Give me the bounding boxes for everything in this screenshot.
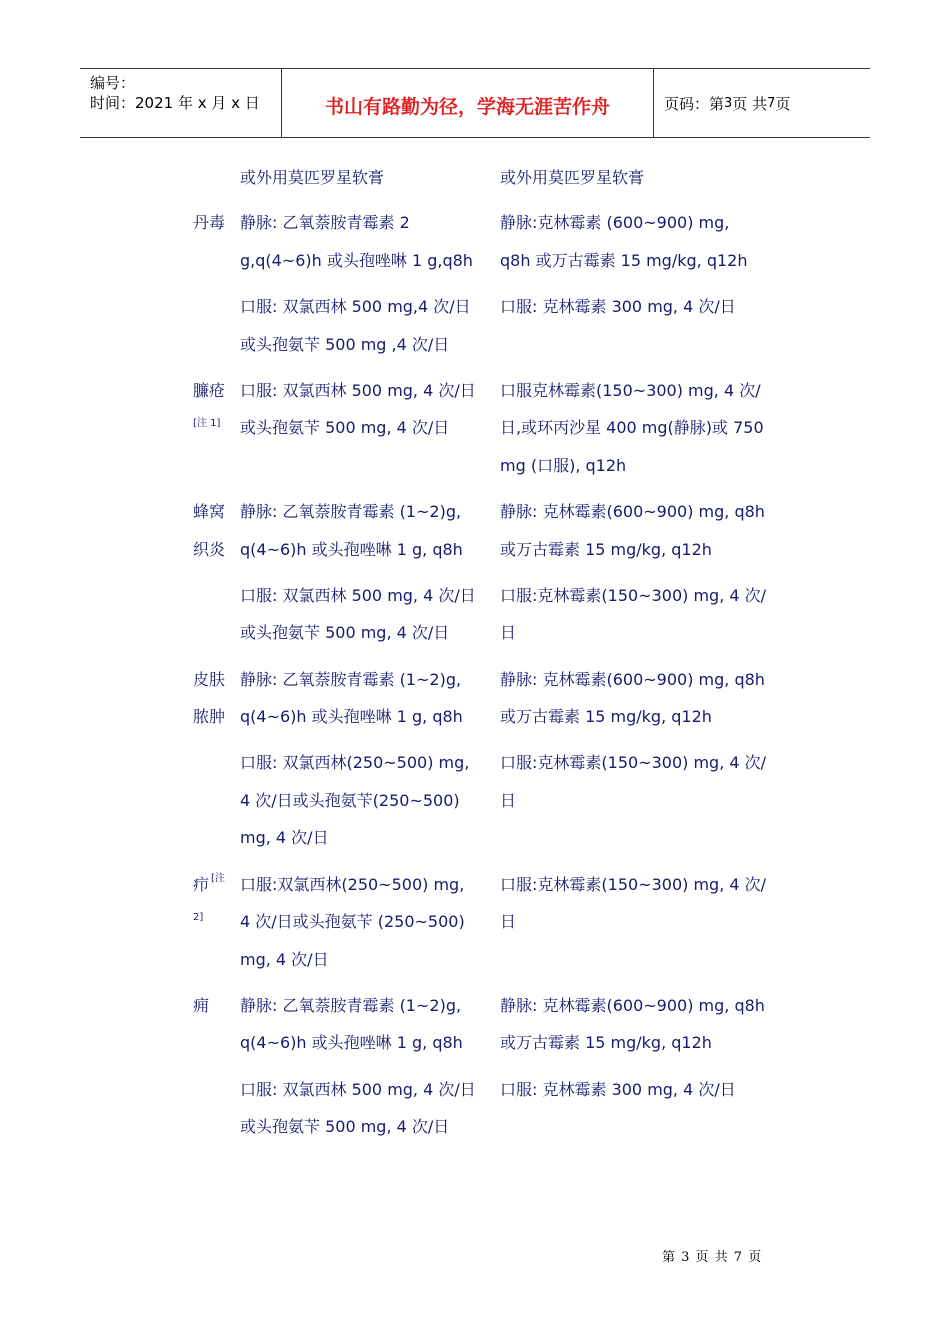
cell-col2: 或万古霉素 15 mg/kg, q12h	[500, 707, 712, 726]
row-label: 蜂窝	[193, 502, 226, 521]
footnote-ref: [注 1]	[193, 418, 221, 429]
cell-col1: 或头孢氨苄 500 mg ,4 次/日	[240, 335, 450, 354]
cell-col1: 口服: 双氯西林 500 mg, 4 次/日	[240, 586, 476, 605]
cell-col2: 日	[500, 623, 517, 642]
cell-col2: 静脉: 克林霉素(600~900) mg, q8h	[500, 502, 765, 521]
cell-col2: 口服:克林霉素(150~300) mg, 4 次/	[500, 586, 767, 605]
cell-col1: 口服: 双氯西林 500 mg, 4 次/日	[240, 1080, 476, 1099]
row-label: 臁疮	[193, 381, 226, 400]
cell-col2: 静脉: 克林霉素(600~900) mg, q8h	[500, 670, 765, 689]
motto: 书山有路勤为径，学海无涯苦作舟	[282, 69, 654, 137]
footnote-ref: 2]	[193, 912, 204, 923]
cell-col1: mg, 4 次/日	[240, 950, 329, 969]
cell-col1: 口服:双氯西林(250~500) mg,	[240, 875, 465, 894]
cell-col1: 或头孢氨苄 500 mg, 4 次/日	[240, 623, 450, 642]
page-footer: 第 3 页 共 7 页	[662, 1250, 763, 1265]
cell-col1: 或头孢氨苄 500 mg, 4 次/日	[240, 1117, 450, 1136]
time-label: 时间：2021 年 x 月 x 日	[90, 94, 260, 112]
cell-col1: 静脉: 乙氧萘胺青霉素 (1~2)g,	[240, 670, 462, 689]
row-label: 皮肤	[193, 670, 226, 689]
cell-col2: 静脉:克林霉素 (600~900) mg,	[500, 213, 730, 232]
cell-col1: g,q(4~6)h 或头孢唑啉 1 g,q8h	[240, 251, 473, 270]
footnote-ref: [注	[211, 873, 225, 884]
cell-col2: 日	[500, 791, 517, 810]
cell-col1: 4 次/日或头孢氨苄 (250~500)	[240, 912, 465, 931]
cell-col2: 日,或环丙沙星 400 mg(静脉)或 750	[500, 418, 764, 437]
cell-col1: 4 次/日或头孢氨苄(250~500)	[240, 791, 460, 810]
row-label: 疖	[193, 875, 210, 894]
header-page-info	[654, 69, 870, 137]
cell-col2: 口服:克林霉素(150~300) mg, 4 次/	[500, 753, 767, 772]
page-header	[80, 68, 870, 138]
cell-col2: 口服克林霉素(150~300) mg, 4 次/	[500, 381, 761, 400]
cell-col1: 静脉: 乙氧萘胺青霉素 (1~2)g,	[240, 996, 462, 1015]
cell-col2: 静脉: 克林霉素(600~900) mg, q8h	[500, 996, 765, 1015]
cell-col1: 静脉: 乙氧萘胺青霉素 (1~2)g,	[240, 502, 462, 521]
page-label: 页码：第	[664, 94, 725, 113]
row-label: 织炎	[193, 540, 226, 559]
cell-col1: 口服: 双氯西林 500 mg,4 次/日	[240, 297, 471, 316]
cell-col1: q(4~6)h 或头孢唑啉 1 g, q8h	[240, 707, 463, 726]
cell-col2: 口服:克林霉素(150~300) mg, 4 次/	[500, 875, 767, 894]
row-label: 脓肿	[193, 707, 226, 726]
page-end: 页	[775, 94, 791, 113]
cell-col1: 或头孢氨苄 500 mg, 4 次/日	[240, 418, 450, 437]
cell-col2: mg (口服), q12h	[500, 456, 627, 475]
cell-col1: 口服: 双氯西林(250~500) mg,	[240, 753, 470, 772]
cell-col2: 或万古霉素 15 mg/kg, q12h	[500, 540, 712, 559]
cell-col2: 或万古霉素 15 mg/kg, q12h	[500, 1033, 712, 1052]
row-label: 丹毒	[193, 213, 226, 232]
page-total: 7	[767, 95, 776, 111]
number-label: 编号：	[90, 74, 136, 92]
cell-col1: q(4~6)h 或头孢唑啉 1 g, q8h	[240, 1033, 463, 1052]
cell-col2: q8h 或万古霉素 15 mg/kg, q12h	[500, 251, 748, 270]
cell-col2: 口服: 克林霉素 300 mg, 4 次/日	[500, 297, 736, 316]
cell-col1: mg, 4 次/日	[240, 828, 329, 847]
cell-col2: 日	[500, 912, 517, 931]
cell-col1: 或外用莫匹罗星软膏	[240, 168, 385, 187]
cell-col1: 口服: 双氯西林 500 mg, 4 次/日	[240, 381, 476, 400]
row-label: 痈	[193, 996, 210, 1015]
cell-col2: 口服: 克林霉素 300 mg, 4 次/日	[500, 1080, 736, 1099]
header-meta	[80, 69, 282, 137]
cell-col2: 或外用莫匹罗星软膏	[500, 168, 645, 187]
cell-col1: 静脉: 乙氧萘胺青霉素 2	[240, 213, 410, 232]
page-mid: 页 共	[732, 94, 768, 113]
page-current: 3	[724, 95, 733, 111]
cell-col1: q(4~6)h 或头孢唑啉 1 g, q8h	[240, 540, 463, 559]
